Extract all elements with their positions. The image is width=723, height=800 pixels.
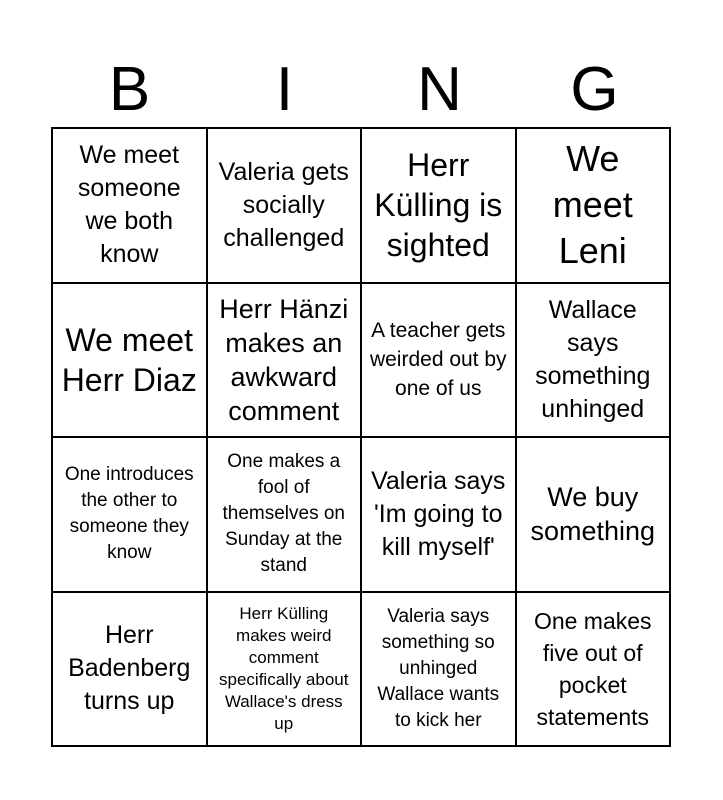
cell-text: Herr Hänzi makes an awkward comment <box>219 293 349 426</box>
cell-text: Herr Külling is sighted <box>374 147 503 264</box>
bingo-header <box>52 52 672 128</box>
bingo-cell[interactable] <box>53 593 208 748</box>
header-letter-b: B <box>108 55 151 124</box>
bingo-cell[interactable] <box>53 284 208 439</box>
cell-text: Herr Badenberg turns up <box>68 621 191 716</box>
bingo-cell[interactable] <box>517 284 672 439</box>
bingo-cell[interactable] <box>208 438 363 593</box>
bingo-cell[interactable] <box>362 593 517 748</box>
bingo-cell[interactable] <box>362 284 517 439</box>
bingo-cell[interactable] <box>362 129 517 284</box>
bingo-cell[interactable] <box>208 593 363 748</box>
cell-text: Herr Külling makes weird comment specifically about Wallace's dress up <box>219 603 349 733</box>
bingo-cell[interactable] <box>53 438 208 593</box>
cell-text: Valeria says something so unhinged Wallace wants to kick her <box>377 605 500 731</box>
bingo-cell[interactable] <box>208 284 363 439</box>
header-letter-n: N <box>417 55 462 124</box>
cell-text: One makes five out of pocket statements <box>533 607 652 730</box>
cell-text: Wallace says something unhinged <box>535 295 651 423</box>
cell-text: Valeria says 'Im going to kill myself' <box>371 466 506 561</box>
bingo-cell[interactable] <box>53 129 208 284</box>
bingo-cell[interactable] <box>517 129 672 284</box>
cell-text: We buy something <box>530 482 656 547</box>
bingo-cell[interactable] <box>517 438 672 593</box>
header-letter-i: I <box>275 55 294 124</box>
cell-text: Valeria gets socially challenged <box>218 157 349 252</box>
cell-text: One makes a fool of themselves on Sunday at the stand <box>222 451 345 577</box>
bingo-cell[interactable] <box>362 438 517 593</box>
cell-text: A teacher gets weirded out by one of us <box>369 319 507 401</box>
bingo-grid <box>51 127 671 747</box>
cell-text: We meet Herr Diaz <box>61 321 197 398</box>
bingo-cell[interactable] <box>517 593 672 748</box>
cell-text: We meet Leni <box>552 138 633 272</box>
cell-text: We meet someone we both know <box>77 141 181 269</box>
bingo-cell[interactable] <box>208 129 363 284</box>
cell-text: One introduces the other to someone they know <box>64 464 194 564</box>
header-letter-g: G <box>570 55 619 124</box>
